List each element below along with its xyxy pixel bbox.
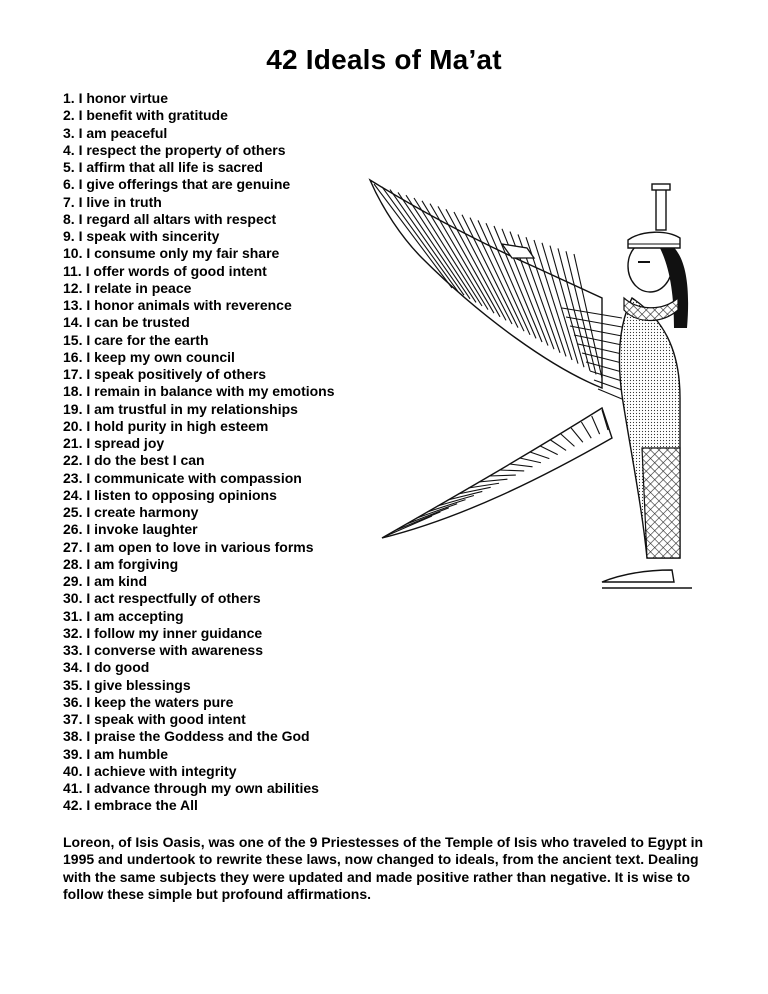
ideal-item: 41. I advance through my own abilities [63, 780, 319, 796]
ideal-item: 42. I embrace the All [63, 797, 198, 814]
ideal-item: 23. I communicate with compassion [63, 469, 302, 486]
ideal-item: 24. I listen to opposing opinions [63, 486, 277, 503]
ideal-item: 19. I am trustful in my relationships [63, 400, 298, 417]
ideal-item: 12. I relate in peace [63, 279, 192, 296]
ideal-item: 26. I invoke laughter [63, 521, 198, 538]
ideal-item: 17. I speak positively of others [63, 366, 267, 382]
ideal-item: 40. I achieve with integrity [63, 762, 237, 779]
ideal-item: 9. I speak with sincerity [63, 228, 220, 244]
ideal-item: 18. I remain in balance with my emotions [63, 383, 335, 400]
ideal-item: 20. I hold purity in high esteem [63, 417, 269, 434]
ideal-item: 1. I honor virtue [63, 90, 169, 106]
page-title: 42 Ideals of Ma’at [266, 44, 502, 75]
ideal-item: 21. I spread joy [63, 435, 165, 451]
ideal-item: 25. I create harmony [63, 504, 199, 520]
footer-paragraph: Loreon, of Isis Oasis, was one of the 9 Priestesses of the Temple of Isis who traveled to Egypt in 1995 and undertook to rewrite these laws, now changed to ideals, from the ancient text. Dealing with the same subjects they were updated and made positive rather than negative. It is wise to follow these simple but profound affirmations. [63, 834, 704, 902]
ideal-item: 35. I give blessings [63, 676, 191, 693]
ideal-item: 2. I benefit with gratitude [63, 107, 228, 124]
ideal-item: 15. I care for the earth [63, 331, 209, 348]
ideal-item: 32. I follow my inner guidance [63, 624, 263, 641]
ideal-item: 11. I offer words of good intent [63, 262, 267, 279]
ideal-item: 6. I give offerings that are genuine [63, 176, 291, 193]
ideal-item: 29. I am kind [63, 573, 148, 589]
ideal-item: 34. I do good [63, 659, 150, 676]
ideal-item: 22. I do the best I can [63, 452, 205, 469]
ideal-item: 30. I act respectfully of others [63, 590, 261, 607]
ideal-item: 39. I am humble [63, 745, 169, 762]
ideal-item: 7. I live in truth [63, 193, 162, 210]
ideal-item: 37. I speak with good intent [63, 711, 246, 727]
ideals-list [63, 90, 335, 815]
ideal-item: 8. I regard all altars with respect [63, 210, 277, 227]
ideal-item: 36. I keep the waters pure [63, 693, 234, 710]
ideal-item: 33. I converse with awareness [63, 642, 263, 658]
ideal-item: 5. I affirm that all life is sacred [63, 159, 263, 175]
ideal-item: 16. I keep my own council [63, 348, 235, 365]
ideal-item: 28. I am forgiving [63, 555, 179, 572]
ideal-item: 38. I praise the Goddess and the God [63, 728, 310, 745]
ideal-item: 13. I honor animals with reverence [63, 297, 292, 313]
ideal-item: 31. I am accepting [63, 607, 184, 624]
ideal-item: 4. I respect the property of others [63, 141, 286, 158]
ideal-item: 14. I can be trusted [63, 314, 190, 331]
ideal-item: 10. I consume only my fair share [63, 245, 280, 262]
ideal-item: 27. I am open to love in various forms [63, 538, 314, 555]
ideal-item: 3. I am peaceful [63, 124, 168, 141]
winged-isis-illustration [362, 178, 702, 598]
